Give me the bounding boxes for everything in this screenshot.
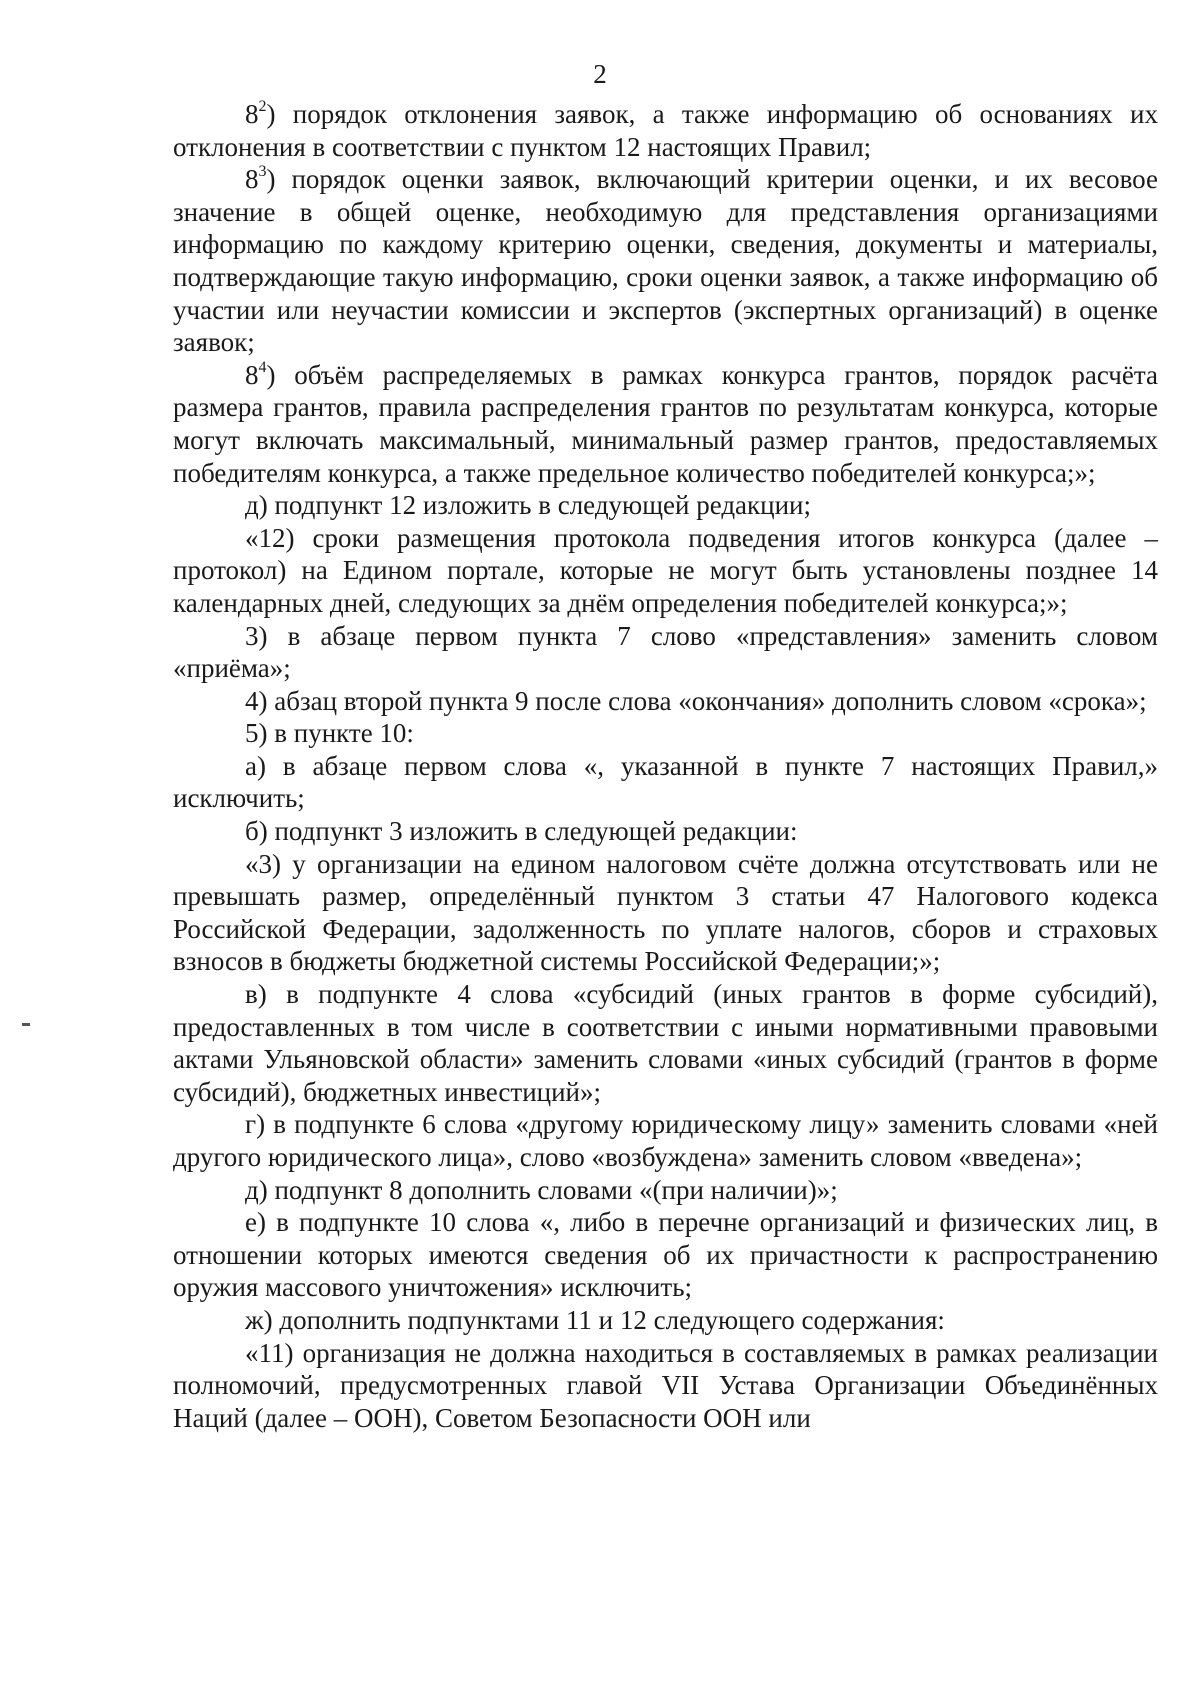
paragraph-text: ) объём распределяемых в рамках конкурса грантов, порядок расчёта размера грантов, правила распределения грантов по результатам конкурса, которые могут включать максимальный, минимальный размер грантов, предоставляемых победителям конкурса, а также предельное количество победителей конкурса;»; bbox=[173, 359, 1158, 488]
paragraph-d-12: д) подпункт 12 изложить в следующей редакции; bbox=[245, 490, 812, 521]
item-number: 8 bbox=[245, 99, 259, 129]
item-superscript: 4 bbox=[258, 358, 267, 376]
paragraph-5-d: д) подпункт 8 дополнить словами «(при наличии)»; bbox=[245, 1174, 838, 1205]
item-number: 8 bbox=[245, 359, 259, 390]
item-superscript: 2 bbox=[258, 98, 267, 115]
document-body bbox=[173, 98, 1158, 1434]
paragraph-text: ) порядок отклонения заявок, а также информацию об основаниях их отклонения в соответствии с пунктом 12 настоящих Правил; bbox=[173, 99, 1158, 162]
paragraph-8-2 bbox=[173, 98, 1158, 163]
item-superscript: 3 bbox=[258, 163, 267, 181]
paragraph-5-a: а) в абзаце первом слова «, указанной в пункте 7 настоящих Правил,» исключить; bbox=[173, 750, 1158, 814]
paragraph-5-zh: ж) дополнить подпунктами 11 и 12 следующего содержания: bbox=[245, 1304, 945, 1335]
paragraph-5-e: е) в подпункте 10 слова «, либо в перечне организаций и физических лиц, в отношении которых имеются сведения об их причастности к распространению оружия массового уничтожения» исключить; bbox=[173, 1207, 1158, 1303]
paragraph-quote-3: «3) у организации на едином налоговом счёте должна отсутствовать или не превышать размер, определённый пунктом 3 статьи 47 Налогового кодекса Российской Федерации, задолженность по уплате налогов, сборов и страховых взносов в бюджеты бюджетной системы Российской Федерации;»; bbox=[173, 848, 1158, 977]
item-number: 8 bbox=[245, 164, 259, 195]
paragraph-5-v: в) в подпункте 4 слова «субсидий (иных грантов в форме субсидий), предоставленных в том числе в соответствии с иными нормативными правовыми актами Ульяновской области» заменить словами «иных субсидий (грантов в форме субсидий), бюджетных инвестиций»; bbox=[173, 979, 1158, 1107]
paragraph-8-4 bbox=[173, 359, 1158, 489]
paragraph-4: 4) абзац второй пункта 9 после слова «окончания» дополнить словом «срока»; bbox=[245, 685, 1147, 716]
page-number: 2 bbox=[593, 59, 607, 89]
paragraph-5-b: б) подпункт 3 изложить в следующей редакции: bbox=[245, 816, 798, 847]
paragraph-text: ) порядок оценки заявок, включающий критерии оценки, и их весовое значение в общей оценке, необходимую для представления организациями информацию по каждому критерию оценки, сведения, документы и материалы, подтверждающие такую информацию, сроки оценки заявок, а также информацию об участии или неучастии комиссии и экспертов (экспертных организаций) в оценке заявок; bbox=[173, 164, 1158, 358]
paragraph-quote-12: «12) сроки размещения протокола подведения итогов конкурса (далее – протокол) на Едином портале, которые не могут быть установлены позднее 14 календарных дней, следующих за днём определения победителей конкурса;»; bbox=[173, 522, 1158, 618]
paragraph-5-g: г) в подпункте 6 слова «другому юридическому лицу» заменить словами «ней другого юридического лица», слово «возбуждена» заменить словом «введена»; bbox=[173, 1109, 1158, 1172]
paragraph-5: 5) в пункте 10: bbox=[245, 718, 414, 749]
scan-mark bbox=[22, 1023, 30, 1026]
paragraph-3: 3) в абзаце первом пункта 7 слово «представления» заменить словом «приёма»; bbox=[173, 620, 1158, 684]
paragraph-8-3 bbox=[173, 163, 1158, 359]
paragraph-quote-11: «11) организация не должна находиться в составляемых в рамках реализации полномочий, предусмотренных главой VII Устава Организации Объединённых Наций (далее – ООН), Советом Безопасности ООН или bbox=[173, 1337, 1158, 1433]
